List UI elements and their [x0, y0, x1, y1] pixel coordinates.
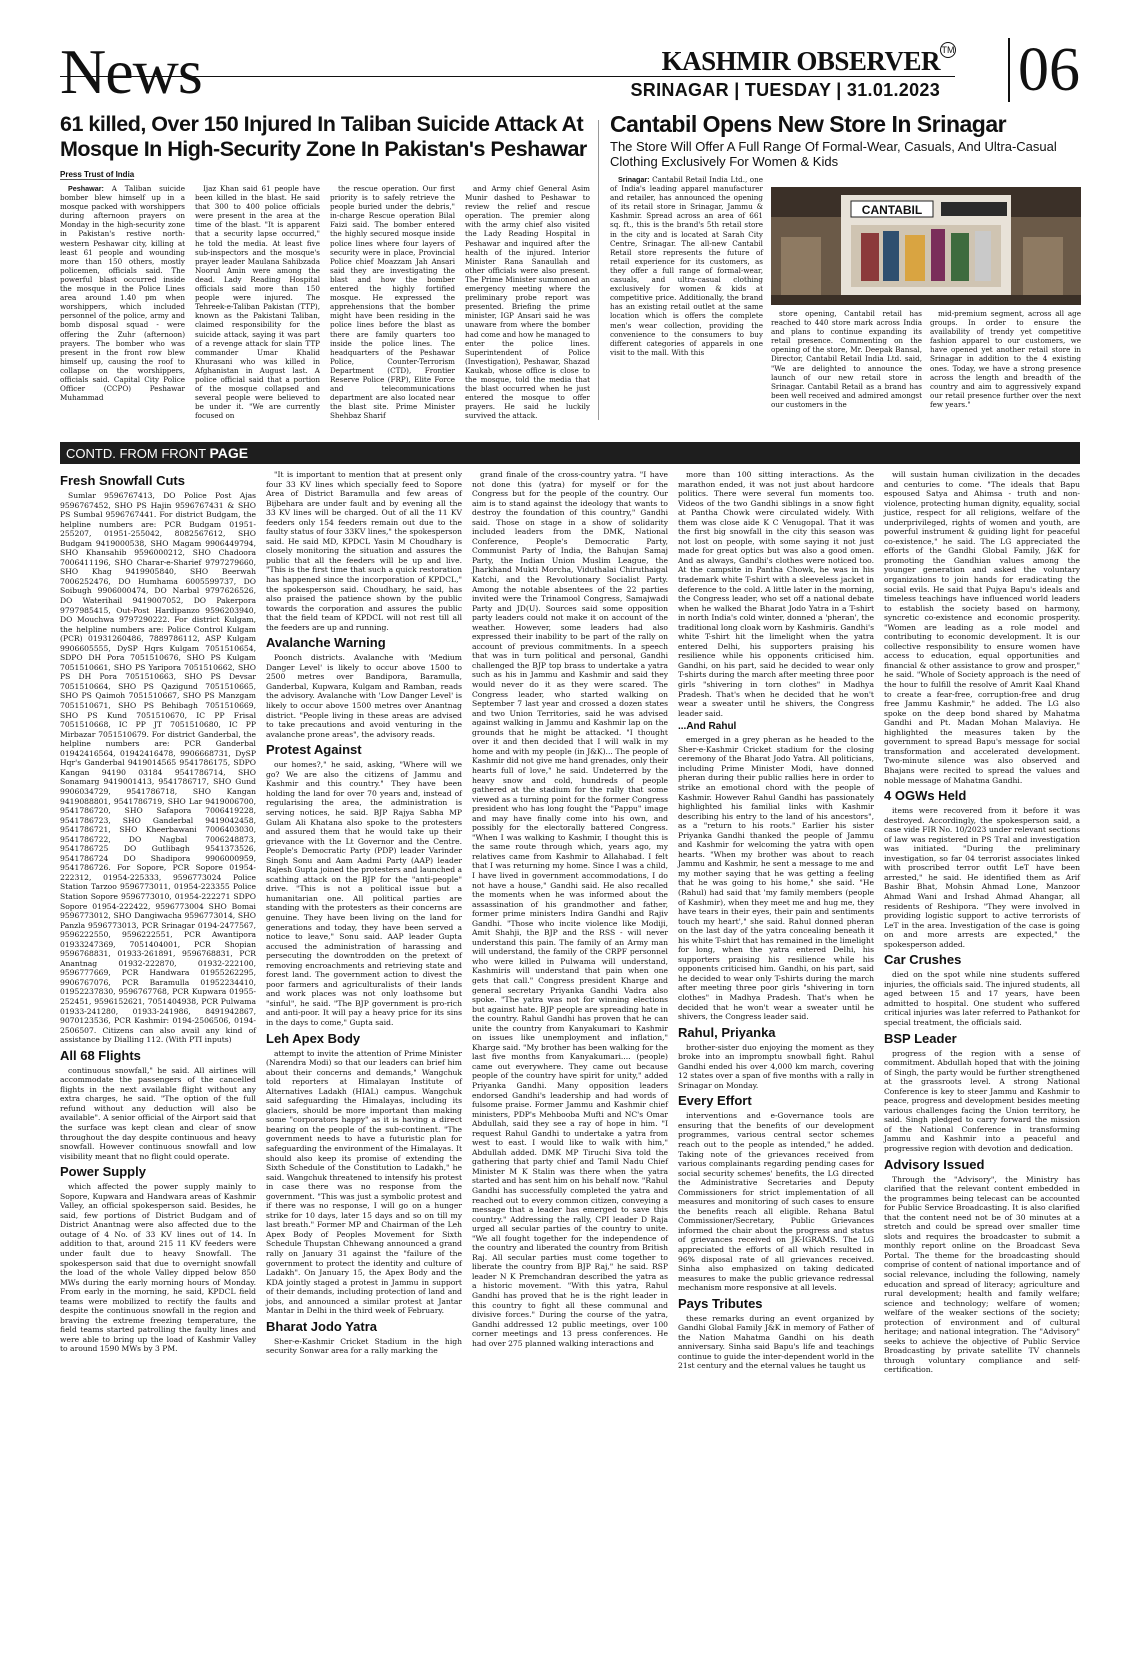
story2-text-1: Cantabil Retail India Ltd., one of India's leading apparel manufacturer and retailer, has announced the opening of its retail store in Srinagar, Jammu & Kashmir. Spread across an area of 661 sq. ft., this is the brand's 5th retail store in the city and is located at Sarah City Centre, Srinagar. The all-new Cantabil Retail store represents the future of retail experience for its customers, as they offer a full range of formal-wear, casuals, and ultra-casual clothing exclusively for women & kids at competitive price. Additionally, the brand has an existing retail outlet at the same location which is offers the complete men's wear collection, providing the convenience to the consumers to buy different categories of apparels in one visit to the mall. With this	[610, 175, 763, 357]
masthead	[60, 36, 1080, 107]
section-kicker: Bharat Jodo Yatra	[266, 1318, 378, 1334]
subhead-cantabil: The Store Will Offer A Full Range Of Formal-Wear, Casuals, And Ultra-Casual Clothing Exclusively For Women & Kids	[610, 139, 1057, 169]
story2-text-3: mid-premium segment, across all age groups. In order to ensure the availability of trendy yet competitive fashion apparel to our customers, we have opened yet another retail store in Srinagar in addition to the 4 existing ones. Today, we have a strong presence across the length and breadth of the country and aim to aggressively expand our retail presence further over the next few years."	[930, 309, 1081, 409]
story1-text-2: Ijaz Khan said 61 people have been killed in the blast. He said that 300 to 400 police officials were present in the area at the time of the blast. "It is apparent that a security lapse occurred," he told the media. At least five sub-inspectors and the mosque's prayer leader Maulana Sahibzada Noorul Amin were among the dead. Lady Reading Hospital officials said more than 150 people were injured. The Tehreek-e-Taliban Pakistan (TTP), known as the Pakistani Taliban, claimed responsibility for the suicide attack, saying it was part of a revenge attack for slain TTP commander Umar Khalid Khurasani who was killed in Afghanistan in August last. A police official said that a portion of the mosque collapsed and several people were believed to be under it. "We are currently focused on	[195, 184, 320, 421]
continuation-columns	[60, 470, 1080, 1650]
section-kicker: Rahul, Priyanka	[678, 1024, 776, 1040]
article-paragraph: will sustain human civilization in the decades and centuries to come. "The ideals that Bapu espoused Satya and Ahimsa - truth and non-violence, protecting human dignity, equality, social justice, respect for all religions, welfare of the underprivileged, rights of women and youth, are powerful instrument & guiding light for peaceful co-existence," he said. The LG appreciated the efforts of the Gandhi Global Family, J&K for promoting the Gandhian values among the younger generation and asked the voluntary organizations to join hands for eradicating the social evils. He said that Pujya Bapu's ideals and timeless teachings have influenced world leaders to establish the society based on harmony, syncretic co-existence and economic prosperity. "Women are leading as a role model and contributing to economic development. It is our collective responsibility to ensure women have access to education, equal opportunities and financial & other assistance to grow and prosper," he said. "Whole of Society approach is the need of the hour to fulfill the resolve of Amrit Kaal Khand to create a fear-free, corruption-free and drug free Jammu Kashmir," he added. The LG also spoke on the deep bond shared by Mahatma Gandhi and Pt. Madan Mohan Malaviya. He highlighted the measures taken by the government to spread Bapu's message for social transformation and accelerated development. Two-minute silence was also observed and Bhajans were recited to spread the values and noble message of Mahatma Gandhi.	[884, 470, 1080, 785]
masthead-rule	[60, 76, 955, 77]
story1-col-3	[330, 184, 455, 419]
story-peshawar-attack	[60, 112, 590, 424]
cont-col-3	[472, 470, 668, 1650]
article-paragraph: progress of the region with a sense of commitment. Abdullah hoped that with the joining of Singh, the party would be further strengthened at the grassroots level. A strong National Conference is key to steer Jammu and Kashmir to peace, progress and development besides meeting various challenges facing the Union territory, he said. Singh pledged to carry forward the mission of the National Conference in transforming Jammu and Kashmir into a peaceful and progressive region with devotion and dedication.	[884, 1048, 1080, 1153]
cont-col-2	[266, 470, 462, 1650]
story1-col-4	[465, 184, 590, 419]
article-paragraph: Sumlar 9596767413, DO Police Post Ajas 9596767452, SHO PS Hajin 9596767431 & SHO PS Sumbal 9596767441. For district Budgam, the helpline numbers are: PCR Budgam 01951-255207, 01951-255042, 8082567612, SHO Budgam 9419000538, SHO Magam 9906449794, SHO Khansahib 9596000212, SHO Chadoora 7006411196, SHO Charar-e-Sharief 9797279660, SHO Khag 9419905840, SHO Beerwah 7006252476, DO Humhama 6005599737, DO Soibugh 9906000474, DO Narbal 9797626526, DO Waterihail 9419007052, DO Pakerpora 9797985415, Out-Post Hardipanzo 9596203940, DO Mouchwa 9797290222. For district Kulgam, the helpline numbers are: Police Control Kulgam (PCR) 01931260486, 7889786112, ASP Kulgam 9906605555, DySP Hqrs Kulgam 7051510654, SDPO DH Pora 7051510676, SHO PS Kulgam 7051510661, SHO PS Yaripora 7051510662, SHO PS DH Pora 7051510663, SHO PS Devsar 7051510664, SHO PS Qazigund 7051510665, SHO PS Qaimoh 7051510667, SHO PS Manzgam 7051510671, SHO PS Behibagh 7051510669, SHO PS Kund 7051510670, IC PP Frisal 7051510668, IC PP JT 7051510680, IC PP Mirbazar 7051510679. For district Ganderbal, the helpline numbers are: PCR Ganderbal 01942416564, 01942416478, 9906668731, DySP Hqr's Ganderbal 9419014565 9541786175, SDPO Kangan 94190 03184 9541786714, SHO Sonamarg 9419001413, 9541786717, SHO Gund 9906034729, 9541786718, SHO Kangan 9419088801, 9541786719, SHO Lar 9419006700, 9541786720, SHO Safapora 7006419228, 9541786723, SHO Ganderbal 9419042458, 9541786721, SHO Kheerbawani 7006403030, 9541786722, DO Nagbal 7006248873, 9541786725 DO Gutlibagh 9541373526, 9541786724 DO Shadipora 9906000959, 9541786726. For Sopore, PCR Sopore 01954-222312, 01954-225333, 9596773024 Police Station Tarzoo 9596773011, 01954-223355 Police Station Sopore 9596773010, 01954-222271 SDPO Sopore 01954-222422, 9596773004 SHO Bomai 9596773012, SHO Dangiwacha 9596773014, SHO Panzla 9596773013, PCR Srinagar 0194-2477567, 9596222550, 9596222551, PCR Awantipora 01933247369, 7051404001, PCR Shopian 9596768831, 01933-261891, 9596768831, PCR Anantnag 01932-222870, 01932-222100, 9596777669, PCR Handwara 01955262295, 9906767076, PCR Baramulla 01952234410, 01952237830, 9596767768, PCR Kupwara 01955-252451, 9596152621, 7051404938, PCR Pulwama 01933-241280, 01933-241986, 8491942867, 9070123536, PCR Kashmir: 0194-2506506, 0194-2506507. Citizens can also avail any kind of assistance by Dialling 112. (With PTI inputs)	[60, 491, 256, 1045]
cont-col-4	[678, 470, 874, 1650]
article-paragraph: brother-sister duo enjoying the moment as they broke into an impromptu snowball fight. Rahul Gandhi ended his over 4,000 km march, covering 12 states over a span of five months with a rally in Srinagar on Monday.	[678, 1042, 874, 1090]
article-paragraph: attempt to invite the attention of Prime Minister (Narendra Modi) so that our leaders can brief him about their concerns and demands," Wangchuk told reporters at Himalayan Institute of Alternatives Ladakh (HIAL) campus. Wangchuk said safeguarding the Himalayas, including its glaciers, should be more important than making some "corporators happy" as it is having a direct bearing on the people of the sub-continent. "The government needs to have a futuristic plan for safeguarding the environment of the Himalayas. It should also keep its promise of extending the Sixth Schedule of the Constitution to Ladakh," he said. Wangchuk threatened to intensify his protest in case there was no response from the government. "This was just a symbolic protest and if there was no response, I will go on a hunger strike for 10 days, later 15 days and so on till my last breath." Former MP and Chairman of the Leh Apex Body of Peoples Movement for Sixth Schedule Thupstan Chhewang announced a grand rally on January 31 against the "failure of the government to protect the identity and culture of Ladakh". On January 15, the Apex Body and the KDA jointly staged a protest in Jammu in support of their demands, including protection of land and jobs, and announced a similar protest at Jantar Mantar in Delhi in the third week of February.	[266, 1048, 462, 1316]
story2-col-2	[771, 309, 922, 409]
article-paragraph: our homes?," he said, asking, "Where will we go? We are also the citizens of Jammu and Kashmir and this country." They have been holding the land for over 70 years and, instead of regularising the area, the administration is serving notices, he said. BJP Rajya Sabha MP Gulam Ali Khatana also spoke to the protesters and assured them that he would take up their grievance with the Lt Governor and the Centre. People's Democratic Party (PDP) leader Varinder Singh Sonu and Aam Aadmi Party (AAP) leader Rajesh Gupta joined the protesters and launched a scathing attack on the BJP for the "anti-people" drive. "This is not a political issue but a humanitarian one. All political parties are standing with the protesters as their concerns are genuine. They have been living on the land for generations and today, they have been served a notice to leave," Sonu said. AAP leader Gupta accused the administration of harassing and persecuting the downtrodden on the pretext of removing encroachments and retrieving state and forest land. The government action to divest the poor farmers and agriculturalists of their lands and work places was not only loathsome but "sinful", he said. "The BJP government is pro-rich and anti-poor. It will pay a heavy price for its sins in the days to come," Gupta said.	[266, 760, 463, 1027]
newspaper-name: KASHMIR OBSERVER	[661, 46, 940, 76]
headline-cantabil: Cantabil Opens New Store In Srinagar	[610, 111, 1007, 137]
section-kicker: BSP Leader	[884, 1030, 957, 1046]
article-paragraph: more than 100 sitting interactions. As the marathon ended, it was not just about hardcore politics. There were several fun moments too. Videos of the two Gandhi siblings in a snow fight at Pantha Chowk were circulated widely. With them was close aide K C Venugopal. That it was the first big snowfall in the city this season was not lost on people, with some saying it not just made for great optics but was also a good omen. And as always, Gandhi's clothes were noticed too. At the campsite in Pantha Chowk, he was in his trademark white T-shirt with a sleeveless jacket in deference to the cold. A little later in the morning, the Congress leader, who set off a national debate when he walked the Bharat Jodo Yatra in a T-shirt in north India's cold winter, donned a 'pheran', the traditional long cloak worn by Kashmiris. Gandhi's white T-shirt hit the limelight when the yatra entered Delhi, his supporters praising his resilience while his opponents criticised him. Gandhi, on his part, said he decided to wear only T-shirts during the march after meeting three poor girls "shivering in torn clothes" in Madhya Pradesh. That's when he decided that he won't wear a sweater until he shivers, the Congress leader said.	[678, 470, 874, 718]
section-kicker: Pays Tributes	[678, 1295, 763, 1311]
dateline: SRINAGAR | TUESDAY | 31.01.2023	[630, 80, 940, 100]
section-kicker: ...And Rahul	[678, 721, 737, 733]
cont-col-1	[60, 470, 256, 1650]
section-kicker: Avalanche Warning	[266, 635, 386, 651]
store-photo	[771, 187, 1081, 305]
section-kicker: Every Effort	[678, 1093, 752, 1109]
article-paragraph: Through the "Advisory", the Ministry has clarified that the relevant content embedded in the programmes being telecast can be accounted for Public Service Broadcasting. It is also clarified that the content need not be of 30 minutes at a stretch and could be spread over smaller time slots and requires the broadcaster to submit a monthly report online on the Broadcast Seva Portal. The theme for the broadcasting should comprise of content of national importance and of social relevance, including the following, namely education and spread of literacy; agriculture and rural development; health and family welfare; science and technology; welfare of women; welfare of the weaker sections of the society; protection of environment and of cultural heritage; and national integration. The "Advisory" seeks to achieve the objective of Public Service Broadcasting by private satellite TV channels through voluntary compliance and self-certification.	[884, 1174, 1080, 1375]
story-cantabil	[610, 112, 1080, 424]
section-kicker: Car Crushes	[884, 952, 962, 968]
dateline-lead: Peshawar:	[68, 184, 104, 193]
photo-sign: CANTABIL	[861, 203, 923, 217]
story1-col-2	[195, 184, 320, 419]
article-paragraph: grand finale of the cross-country yatra. "I have not done this (yatra) for myself or for the Congress but for the people of the country. Our aim is to stand against the ideology that wants to destroy the foundation of this country," Gandhi said. Those on stage in a show of solidarity included leaders from the DMK, National Conference, People's Democratic Party, Communist Party of India, the Bahujan Samaj Party, the Indian Union Muslim League, the Jharkhand Mukti Morcha, Viduthalai Chiruthaigal Katchi, and the Revolutionary Socialist Party. Among the notable absentees of the 22 parties invited were the Trinamool Congress, Samajwadi Party and JD(U). Sources said some opposition party leaders could not make it on account of the weather. However, some leaders had also expressed their inability to be part of the rally on account of previous commitments. In a speech that was in turn political and personal, Gandhi challenged the BJP top brass to undertake a yatra such as his in Jammu and Kashmir and said they would never do it as they were scared. The Congress leader, who started walking on September 7 last year and crossed a dozen states and two Union Territories, said he was advised against walking in Jammu and Kashmir lap on the grounds that he might be attacked. "I thought over it and then decided that I will walk in my home and with my people (in J&K)... The people of Kashmir did not give me hand grenades, only their hearts full of love," he said. Undeterred by the heavy snow and cold, hundreds of people gathered at the stadium for the rally that some viewed as a turning point for the former Congress president who has long fought the "Pappu" image and may have finally come into his own, and possibly for the electorally battered Congress. "When I was walking to Kashmir, I thought this is the same route through which, years ago, my relatives came from Kashmir to Allahabad. I felt that I was returning my home. Since I was a child, I have lived in government accommodations, I do not have a house," Gandhi said. He also recalled the moments when he was informed about the assassination of his grandmother and father, former prime ministers Indira Gandhi and Rajiv Gandhi. "Those who incite violence like Modiji, Amit Shahji, the BJP and the RSS - will never understand this pain. The family of an Army man will understand, the family of the CRPF personnel who were killed in Pulwama will understand, Kashmiris will understand that pain when one gets that call." Congress president Kharge and general secretary Priyanka Gandhi Vadra also spoke. "The yatra was not for winning elections but against hate. BJP people are spreading hate in the country. Rahul Gandhi has proven that he can unite the country from Kanyakumari to Kashmir on issues like unemployment and inflation," Kharge said. "My brother has been walking for the last five months from Kanyakumari.... (people) came out everywhere. They came out because people of the country have spirit for unity," added Priyanka Gandhi. Many opposition leaders endorsed Gandhi's leadership and had words of fulsome praise. Former Jammu and Kashmir chief ministers, PDP's Mehbooba Mufti and NC's Omar Abdullah, said they see a ray of hope in him. "I request Rahul Gandhi to undertake a yatra from west to east. I would like to walk with him," Abdullah added. DMK MP Tiruchi Siva told the gathering that party chief and Tamil Nadu Chief Minister M K Stalin was there when the yatra started and has sent him on his behalf now. "Rahul Gandhi has successfully completed the yatra and reached out to every common citizen, conveying a message that a leader has emerged to save this country." Addressing the rally, CPI leader D Raja urged all secular parties of the country to unite. "We all fought together for the independence of the country and liberated the country from British Raj. All secular parties must come together to liberate the country from BJP Raj," he said. RSP leader N K Premchandran described the yatra as a historic movement. "With this yatra, Rahul Gandhi has proved that he is the right leader in this country to fight all these communal and divisive forces." During the course of the yatra, Gandhi addressed 12 public meetings, over 100 corner meetings and 13 press conferences. He had over 275 planned walking interactions and	[472, 470, 668, 1348]
article-paragraph: "It is important to mention that at present only four 33 KV lines which specially feed to Sopore Area of District Baramulla and few areas of Bijbehara are under fault and by evening all the 33 KV lines will be charged. Out of all the 11 KV feeders only 154 feeders remain out due to the faulty status of four 33KV lines," the spokesperson said. He said MD, KPDCL Yasin M Choudhary is closely monitoring the situation and assures the public that all the feeders will be up and live. "This is the first time that such a quick restoration has happened since the incorporation of KPDCL," the spokesperson said. Choudhary, he said, has also praised the patience shown by the public towards the corporation and assures the public that the field team of KPDCL will not rest till all the feeders are up and running.	[266, 470, 462, 632]
article-paragraph: died on the spot while nine students suffered injuries, the officials said. The injured students, all aged between 15 and 17 years, have been admitted to hospital. One student who suffered critical injuries was later referred to Pathankot for special treatment, the officials said.	[884, 970, 1080, 1027]
section-kicker: All 68 Flights	[60, 1047, 141, 1063]
byline: Press Trust of India	[60, 170, 135, 179]
contd-band	[60, 442, 1080, 464]
section-title: News	[60, 36, 202, 107]
band-prefix: CONTD. FROM FRONT	[66, 446, 206, 461]
section-kicker: Advisory Issued	[884, 1156, 985, 1172]
column-divider	[598, 120, 599, 420]
article-paragraph: Sher-e-Kashmir Cricket Stadium in the high security Sonwar area for a rally marking the	[266, 1336, 462, 1356]
band-emphasis: PAGE	[209, 445, 249, 461]
article-paragraph: these remarks during an event organized by Gandhi Global Family J&K in memory of Father of the Nation Mahatma Gandhi on his death anniversary. Sinha said Bapu's life and teachings continue to guide the inter-dependent world in the 21st century and the eternal values he taught us	[678, 1313, 874, 1371]
story2-text-2: store opening, Cantabil retail has reached to 440 store mark across India and plans to continue expanding its retail presence. Commenting on the opening of the store, Mr. Deepak Bansal, Director, Cantabil Retail India Ltd. said, "We are delighted to announce the launch of our new retail store in Srinagar. Cantabil Retail as a brand has been well received and admired amongst our customers in the	[771, 309, 922, 409]
story1-col-1	[60, 184, 185, 419]
story2-col-3	[930, 309, 1081, 409]
trademark-badge: TM	[940, 42, 956, 58]
article-paragraph: continuous snowfall," he said. All airlines will accommodate the passengers of the cancelled flights in the next available flight without any extra charges, he said. "The option of the full refund without any deduction will also be available". A senior official of the Airport said that the surface was kept clean and clear of snow throughout the day despite continuous and heavy snowfall. However continuous snowfall and low visibility meant that no flight could operate.	[60, 1065, 256, 1161]
story1-text-1: A Taliban suicide bomber blew himself up in a mosque packed with worshippers during afternoon prayers on Monday in the high-security zone in Pakistan's restive north-western Peshawar city, killing at least 61 people and wounding more than 150 others, mostly policemen, officials said. The powerful blast occurred inside the mosque in the Police Lines area around 1.40 pm when worshippers, which included personnel of the police, army and bomb disposal squad - were offering the Zuhr (afternoon) prayers. The bomber who was present in the front row blew himself up, causing the roof to collapse on the worshippers, officials said. Capital City Police Officer (CCPO) Peshawar Muhammad	[60, 184, 185, 403]
story1-text-3: the rescue operation. Our first priority is to safely retrieve the people buried under the debris," in-charge Rescue operation Bilal Faizi said. The bomber entered the highly secured mosque inside police lines where four layers of security were in place, Provincial Police chief Moazzam Jah Ansari said they are investigating the blast and how the bomber entered the highly fortified mosque. He expressed the apprehensions that the bomber might have been residing in the police lines before the blast as there are family quarters too inside the police lines. The headquarters of the Peshawar Police, Counter-Terrorism Department (CTD), Frontier Reserve Police (FRP), Elite Force and telecommunications department are also located near the blast site. Prime Minister Shehbaz Sharif	[330, 184, 455, 421]
story1-text-4: and Army chief General Asim Munir dashed to Peshawar to review the relief and rescue operation. The premier along with the army chief also visited the Lady Reading Hospital in Peshawar and inquired after the health of the injured. Interior Minister Rana Sanaullah and other officials were also present. The Prime Minister summoned an emergency meeting where the preliminary probe report was presented. Briefing the prime minister, IGP Ansari said he was unaware from where the bomber had come and how he managed to enter the police lines. Superintendent of Police (Investigation), Peshawar, Shazad Kaukab, whose office is close to the mosque, told the media that the blast occurred when he just entered the mosque to offer prayers. He said he luckily survived the attack.	[465, 184, 590, 421]
headline-peshawar: 61 killed, Over 150 Injured In Taliban Suicide Attack At Mosque In High-Security Zone In Pakistan's Peshawar	[60, 112, 587, 161]
section-kicker: Fresh Snowfall Cuts	[60, 473, 185, 488]
dateline-lead-2: Srinagar:	[618, 175, 650, 184]
story2-col-1	[610, 175, 763, 355]
article-paragraph: which affected the power supply mainly to Sopore, Kupwara and Handwara areas of Kashmir Valley, an official spokesperson said. Besides, he said, few portions of District Budgam and of District Anantnag were also affected due to the outage of 4 No. of 33 KV lines out of 14. In addition to that, around 215 11 KV feeders were under fault due to heavy Snowfall. The spokesperson said that due to overnight snowfall the load of the whole Valley dipped below 850 MWs during the early morning hours of Monday. From early in the morning, he said, KPDCL field teams were mobilized to rectify the faults and despite the continuous snowfall in the region and braving the extreme freezing temperature, the field teams started patrolling the faulty lines and were able to bring up the load of Kashmir Valley to around 1590 MWs by 3 PM.	[60, 1182, 256, 1354]
section-kicker: 4 OGWs Held	[884, 788, 967, 804]
article-paragraph: Poonch districts. Avalanche with 'Medium Danger Level' is likely to occur above 1500 to 2500 metres over Bandipora, Baramulla, Ganderbal, Kupwara, Kulgam and Ramban, reads the advisory. Avalanche with 'Low Danger Level' is likely to occur above 1500 metres over Anantnag district. "People living in these areas are advised to take precautions and avoid venturing in the avalanche prone areas", the advisory reads.	[266, 653, 462, 739]
section-kicker: Power Supply	[60, 1164, 146, 1180]
section-kicker: Leh Apex Body	[266, 1030, 361, 1046]
section-kicker: Protest Against	[266, 742, 362, 758]
page-number: 06	[1008, 38, 1080, 102]
article-paragraph: emerged in a grey pheran as he headed to the Sher-e-Kashmir Cricket stadium for the closing ceremony of the Bharat Jodo Yatra. All politicians, including Prime Minister Modi, have donned pheran during their public rallies here in order to strike an emotional chord with the people of Kashmir. However Rahul Gandhi has passionately highlighted his familial links with Kashmir describing his entry to the land of his ancestors", as a "return to his roots." Earlier his sister Priyanka Gandhi thanked the people of Jammu and Kashmir for welcoming the yatra with open hearts. "When my brother was about to reach Jammu and Kashmir, he sent a message to me and my mother saying that he was getting a feeling that he was going to his home," she said. "He (Rahul) had said that 'my family members (people of Kashmir), when they meet me and hug me, they have tears in their eyes, their pain and sentiments touch my heart'," she said. Rahul donned pheran on the last day of the yatra concealing beneath it his white T-shirt that has remained in the limelight for long, when the yatra entered Delhi, his supporters praising his resilience while his opponents criticised him. Gandhi, on his part, said he decided to wear only T-shirts during the march after meeting three poor girls "shivering in torn clothes" in Madhya Pradesh. That's when he decided that he won't wear a sweater until he shivers, the Congress leader said.	[678, 735, 874, 1022]
cont-col-5	[884, 470, 1080, 1650]
article-paragraph: items were recovered from it before it was destroyed. Accordingly, the spokesperson said, a case vide FIR No. 10/2023 under relevant sections of law was registered in PS Tral and investigation was initiated. "During the preliminary investigation, so far 04 terrorist associates linked with proscribed terror outfit LeT have been arrested," he said. He identified them as Arif Bashir Bhat, Mohsin Ahmad Lone, Manzoor Ahmad Wani and Irshad Ahmad Ahangar, all residents of Reshipora. "They were involved in providing logistic support to active terrorists of LeT in the area. Investigation of the case is going on and more arrests are expected," the spokesperson added.	[884, 806, 1080, 949]
storefront-image	[771, 187, 1081, 305]
article-paragraph: interventions and e-Governance tools are ensuring that the benefits of our development programmes, various central sector schemes reach out to the people as intended," he added. Taking note of the grievances received from various complainants regarding pending cases for social security schemes' benefits, the LG directed the Administrative Secretaries and Deputy Commissioners for strict implementation of all measures and monitoring of such cases to ensure the benefits reach all eligible. Rehana Batul Commissioner/Secretary, Public Grievances informed the chair about the progress and status of grievances received on JK-IGRAMS. The LG appreciated the efforts of all which resulted in 96% disposal rate of all grievances received. Sinha also emphasized on taking dedicated measures to make the public grievance redressal mechanism more responsive at all levels.	[678, 1111, 874, 1293]
